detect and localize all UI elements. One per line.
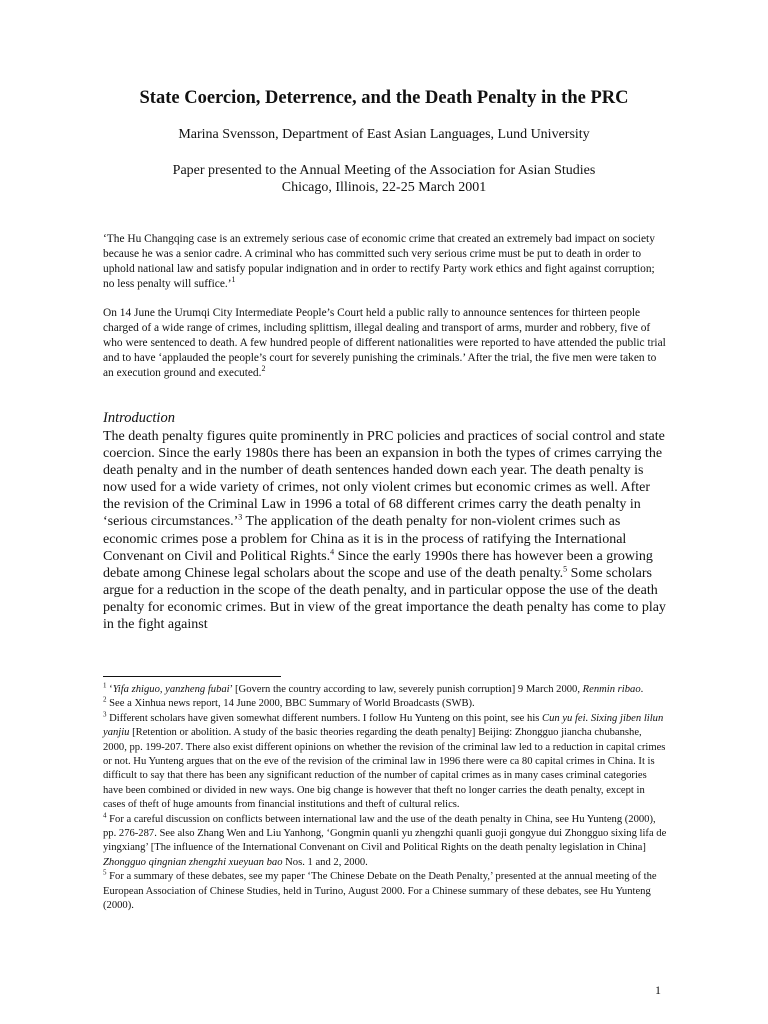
urumqi-text: On 14 June the Urumqi City Intermediate People’s Court held a public rally to announce sentences for thirteen people charged of a wide range of crimes, including splittism, illegal dealing and transport of arms, murder and robbery, five of who were sentenced to death. A few hundred people of different nationalities were reported to have attended the public trial and to have ‘applauded the people’s court for severely punishing the criminals.’ After the trial, the five men were taken to an execution ground and executed. xyxy=(103,307,666,379)
intro-text-part1: The death penalty figures quite prominently in PRC policies and practices of social control and state coercion. Since the early 1980s there has been an expansion in both the types of crimes carrying the death penalty and in the number of death sentences handed down each year. The death penalty is now used for a wide variety of crimes, not only violent crimes but economic crimes as well. After the revision of the Criminal Law in 1996 a total of 68 different crimes carry the death penalty in ‘serious circumstances.’ xyxy=(103,429,665,530)
footnote-text: See a Xinhua news report, 14 June 2000, BBC Summary of World Broadcasts (SWB). xyxy=(106,698,475,710)
section-heading-introduction: Introduction xyxy=(103,410,175,426)
author-affiliation: Marina Svensson, Department of East Asian Languages, Lund University xyxy=(178,127,590,142)
presentation-info xyxy=(0,162,768,196)
presentation-venue: Paper presented to the Annual Meeting of the Association for Asian Studies xyxy=(172,163,596,178)
presentation-place-date: Chicago, Illinois, 22-25 March 2001 xyxy=(281,180,487,195)
footnote-italic-title: Yifa zhiguo, yanzheng fubai xyxy=(112,684,230,695)
footnote-italic-source: Renmin ribao xyxy=(582,684,641,695)
paper-title: State Coercion, Deterrence, and the Death Penalty in the PRC xyxy=(139,88,629,108)
footnote-text: . xyxy=(640,684,644,695)
footnote-text: Different scholars have given somewhat different numbers. I follow Hu Yunteng on this point, see his xyxy=(106,712,543,724)
introduction-paragraph xyxy=(103,428,668,633)
footnote-italic-title: Cun yu fei. Sixing jiben lilun yanjiu xyxy=(103,712,664,739)
footnote-ref-2: 2 xyxy=(261,364,266,374)
opening-quote xyxy=(103,232,668,292)
footnote-divider xyxy=(103,676,281,677)
footnotes xyxy=(103,683,668,914)
footnote-ref-3: 3 xyxy=(238,512,243,522)
footnote-4 xyxy=(103,813,668,871)
footnote-number: 1 xyxy=(103,681,107,690)
footnote-italic-title: Zhongguo qingnian zhengzhi xueyuan bao xyxy=(103,856,283,868)
footnote-text: For a summary of these debates, see my paper ‘The Chinese Debate on the Death Penalty,’ presented at the annual meeting of the European Association of Chinese Studies, held in Turino, August 2000. For a Chinese summary of these debates, see Hu Yunteng (2000). xyxy=(103,871,657,912)
page-number: 1 xyxy=(655,983,661,997)
footnote-text: For a careful discussion on conflicts between international law and the use of the death penalty in China, see Hu Yunteng (2000), pp. 276-287. See also Zhang Wen and Liu Yanhong, ‘Gongmin quanli yu zhengzhi quanli guoji gongyue dui Zhongguo sixing lifa de yingxiang’ [The influence of the International Convenant on Civil and Political Rights on the death penalty legislation in China] xyxy=(103,813,667,854)
intro-text-part4: Some scholars argue for a reduction in the scope of the death penalty, and in particular oppose the use of the death penalty for economic crimes. But in view of the great importance the death penalty has come to play in the fight against xyxy=(103,565,666,633)
footnote-5 xyxy=(103,870,668,913)
footnote-ref-5: 5 xyxy=(563,564,568,574)
footnote-ref-4: 4 xyxy=(330,547,335,556)
footnote-number: 5 xyxy=(103,868,107,877)
intro-text-part3: Since the early 1990s there has however been a growing debate among Chinese legal scholars about the scope and use of the death penalty. xyxy=(103,548,653,581)
footnote-text: ’ [Govern the country according to law, severely punish corruption] 9 March 2000, xyxy=(229,684,583,695)
footnote-text: Nos. 1 and 2, 2000. xyxy=(282,856,368,868)
footnote-text: ‘ xyxy=(106,684,113,695)
footnote-text: [Retention or abolition. A study of the basic theories regarding the death penalty] Beijing: Zhongguo jiancha chubanshe, 2000, pp. 199-207. There also exist different opinions on whether the revision of the criminal law led to a reduction in capital crimes or not. Hu Yunteng argues that on the eve of the revision of the criminal law in 1996 there were ca 80 capital crimes in China. It is difficult to say that there has been any significant reduction of the number of capital crimes as in many cases criminal categories have been combined or divided in new ways. One big change is however that theft no longer carries the death penalty, except in cases of theft of huge amounts from financial institutions and theft of cultural relics. xyxy=(103,727,666,811)
footnote-number: 3 xyxy=(103,710,107,719)
quote-text: ‘The Hu Changqing case is an extremely serious case of economic crime that created an extremely bad impact on society because he was a senior cadre. A criminal who has committed such very serious crime must be put to death in order to uphold national law and satisfy popular indignation and in order to rectify Party work ethics and fight against corruption; no less penalty will suffice.’ xyxy=(103,233,655,290)
urumqi-paragraph xyxy=(103,306,668,381)
footnote-1 xyxy=(103,683,668,697)
intro-text-part2: The application of the death penalty for non-violent crimes such as economic crimes pose a problem for China as it is in the process of ratifying the International Convenant on Civil and Political Rights. xyxy=(103,514,627,564)
footnote-number: 2 xyxy=(103,695,107,704)
footnote-2 xyxy=(103,697,668,711)
footnote-ref-1: 1 xyxy=(231,275,236,285)
footnote-number: 4 xyxy=(103,811,107,820)
footnote-3 xyxy=(103,712,668,813)
